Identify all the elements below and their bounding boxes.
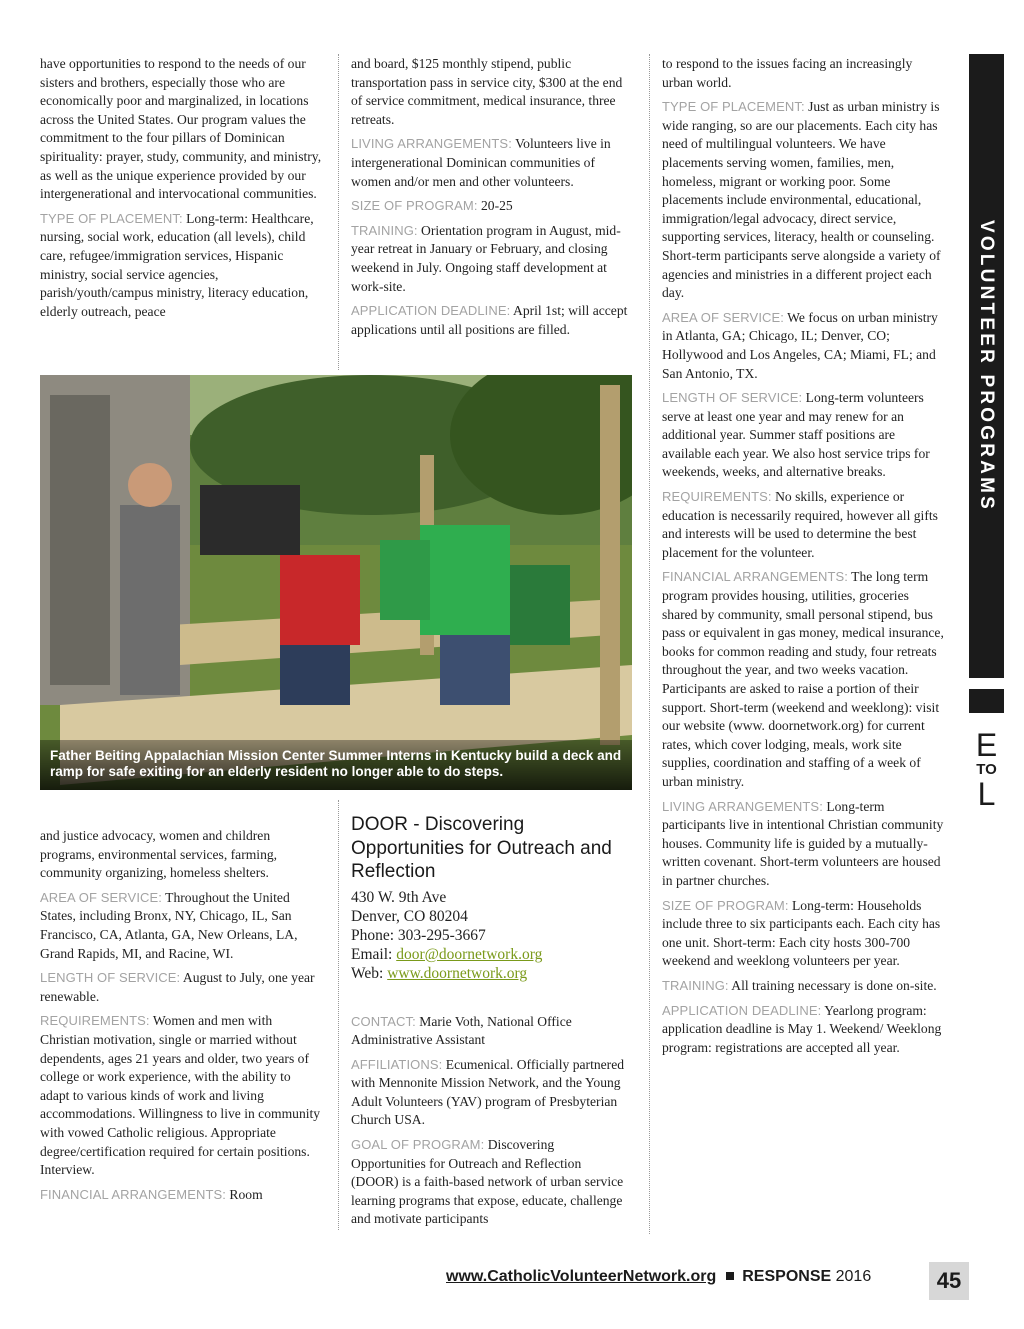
column-2-top <box>351 55 629 345</box>
section-text: Room <box>229 1186 263 1202</box>
section-text: All training necessary is done on-site. <box>731 977 937 993</box>
section-text: Discovering Opportunities for Outreach and Reflection (DOOR) is a faith-based network of urban service learning programs that expose, educate, challenge and motivate participants <box>351 1137 624 1227</box>
financial-section <box>662 568 945 791</box>
body-text: and justice advocacy, women and children programs, environmental services, farming, community organizing, homeless shelters. <box>40 828 278 881</box>
web-link[interactable]: www.doornetwork.org <box>387 964 528 982</box>
section-text: Long-term volunteers serve at least one year and may renew for an additional year. Summer staff positions are available each year. We also host service trips for weekends, weeks, and alternative breaks. <box>662 390 930 480</box>
section-text: The long term program provides housing, utilities, groceries shared by community, small personal stipend, bus pass or equivalent in gas money, medical insurance, books for common reading and study, four retreats throughout the year, and two weeks vacation. Participants are asked to raise a portion of their support. Short-term (weekend and weeklong): visit our website (www. doornetwork.org) for current rates, which cover lodging, meals, work site supplies, coordination and staffing of a week of urban ministry. <box>662 569 944 789</box>
section-label: AREA OF SERVICE: <box>662 309 785 325</box>
photo-caption: Father Beiting Appalachian Mission Center Summer Interns in Kentucky build a deck and ramp for safe exiting for an elderly resident no longer able to do steps. <box>40 740 632 790</box>
section-label: FINANCIAL ARRANGEMENTS: <box>40 1186 227 1202</box>
section-text: Volunteers live in intergenerational Dominican communities of women and/or men and other volunteers. <box>351 136 611 189</box>
body-text: have opportunities to respond to the needs of our sisters and brothers, especially those who are economically poor and marginalized, in locations across the United States. Our program values the commitment to the four pillars of Dominican spirituality: prayer, study, community, and ministry, as well as the unique experience provided by our intergenerational and intervocational communities. <box>40 56 322 202</box>
size-section <box>662 897 945 971</box>
photo-icon <box>40 375 632 790</box>
size-section <box>351 197 629 216</box>
section-label: LENGTH OF SERVICE: <box>40 970 181 986</box>
section-label: SIZE OF PROGRAM: <box>351 198 478 214</box>
section-label: REQUIREMENTS: <box>40 1013 150 1029</box>
section-label: GOAL OF PROGRAM: <box>351 1137 485 1153</box>
section-label: LIVING ARRANGEMENTS: <box>351 136 512 152</box>
section-text: Long-term participants live in intentional Christian community houses. Community life is guided by a mutually-written covenant. Short-term volunteers are housed in partner churches. <box>662 798 944 888</box>
section-text: Long-term: Healthcare, nursing, social work, education (all levels), child care, refugee/immigration services, Hispanic ministry, social service agencies, parish/youth/campus ministry, literacy education, elderly outreach, peace <box>40 210 314 319</box>
section-text: Women and men with Christian motivation, single or married without dependents, ages 21 years and older, two years of college or work experience, with the ability to adapt to various kinds of work and living accommodations. Willingness to live in community with vowed Catholic religious. Appropriate degree/certification required for certain positions. Interview. <box>40 1013 321 1178</box>
affiliations-section <box>351 1056 631 1130</box>
section-text: Orientation program in August, mid-year retreat in January or February, and closing weekend in July. Ongoing staff development at work-site. <box>351 222 621 294</box>
section-label: APPLICATION DEADLINE: <box>662 1002 822 1018</box>
section-label: CONTACT: <box>351 1013 416 1029</box>
page-number: 45 <box>929 1262 969 1300</box>
area-section <box>662 309 945 383</box>
contact-section <box>351 1013 631 1050</box>
requirements-section <box>40 1012 323 1179</box>
volunteers-photo <box>40 375 632 790</box>
living-section <box>662 798 945 891</box>
placement-section <box>40 210 323 322</box>
body-text: to respond to the issues facing an increasingly urban world. <box>662 56 913 90</box>
section-label: TYPE OF PLACEMENT: <box>662 99 805 115</box>
column-1-bottom <box>40 827 323 1210</box>
length-section <box>662 389 945 482</box>
section-tab-divider <box>969 689 1004 713</box>
body-text: and board, $125 monthly stipend, public transportation pass in service city, $300 at the end of service commitment, medical insurance, three retreats. <box>351 56 623 127</box>
footer-website-link[interactable]: www.CatholicVolunteerNetwork.org <box>446 1268 717 1285</box>
section-text: August to July, one year renewable. <box>40 970 315 1004</box>
section-label: FINANCIAL ARRANGEMENTS: <box>662 569 849 585</box>
requirements-section <box>662 488 945 562</box>
section-label: TRAINING: <box>351 222 418 238</box>
section-label: LENGTH OF SERVICE: <box>662 390 803 406</box>
email-link[interactable]: door@doornetwork.org <box>396 945 543 963</box>
footer-publication: RESPONSE <box>742 1268 832 1285</box>
column-3 <box>662 55 945 1063</box>
section-text: Just as urban ministry is wide ranging, so are our placements. Each city has need of multilingual volunteers. We have placements serving women, families, men, homeless, migrant or working poor. Some placements include environmental, educational, immigration/legal advocacy, direct service, supporting services, literacy, health or counseling. Short-term participants serve alongside a variety of agencies and ministries in a different project each day. <box>662 99 941 301</box>
training-section <box>662 977 945 996</box>
section-text: Ecumenical. Officially partnered with Mennonite Mission Network, and the Young Adult Volunteers (YAV) program of Presbyterian Church USA. <box>351 1056 625 1128</box>
address-line: Denver, CO 80204 <box>351 907 468 925</box>
placement-section <box>662 98 945 303</box>
section-text: Marie Voth, National Office Administrative Assistant <box>351 1013 572 1048</box>
section-label: APPLICATION DEADLINE: <box>351 303 511 319</box>
section-text: Throughout the United States, including Bronx, NY, Chicago, IL, San Francisco, CA, Atlanta, GA, New Orleans, LA, Grand Rapids, MI, and Racine, WI. <box>40 889 298 961</box>
phone: Phone: 303-295-3667 <box>351 926 486 944</box>
section-tab-label: VOLUNTEER PROGRAMS <box>976 220 997 512</box>
footer <box>446 1268 871 1286</box>
section-text: No skills, experience or education is necessarily required, however all gifts and interests will be used to determine the best placement for the volunteer. <box>662 489 938 560</box>
living-section <box>351 135 629 191</box>
section-text: Yearlong program: application deadline is May 1. Weekend/ Weeklong program: registrations are accepted all year. <box>662 1002 942 1055</box>
web-label: Web: <box>351 964 388 982</box>
alphabet-range <box>969 728 1004 811</box>
column-divider <box>338 54 339 370</box>
email-label: Email: <box>351 945 397 963</box>
section-text: We focus on urban ministry in Atlanta, GA; Chicago, IL; Denver, CO; Hollywood and Los Angeles, CA; Miami, FL; and San Antonio, TX. <box>662 309 938 381</box>
web-line <box>351 964 631 983</box>
deadline-section <box>351 302 629 339</box>
section-text: Long-term: Households include three to six participants each. Each city has one unit. Short-term: Each city hosts 300-700 weekend and weeklong volunteers per year. <box>662 897 941 969</box>
org-title: DOOR - Discovering Opportunities for Outreach and Reflection <box>351 814 612 882</box>
section-label: TYPE OF PLACEMENT: <box>40 210 183 226</box>
goal-section <box>351 1136 631 1229</box>
footer-year: 2016 <box>835 1268 872 1285</box>
door-entry <box>351 813 631 1235</box>
area-section <box>40 889 323 963</box>
range-to: TO <box>976 761 997 778</box>
training-section <box>351 222 629 296</box>
financial-section <box>40 1186 323 1205</box>
section-label: AFFILIATIONS: <box>351 1056 443 1072</box>
section-label: AREA OF SERVICE: <box>40 889 163 905</box>
section-label: TRAINING: <box>662 977 729 993</box>
deadline-section <box>662 1002 945 1058</box>
range-end: L <box>977 776 996 812</box>
section-label: LIVING ARRANGEMENTS: <box>662 798 823 814</box>
length-section <box>40 969 323 1006</box>
section-label: REQUIREMENTS: <box>662 489 772 505</box>
column-divider <box>649 54 650 1234</box>
section-text: April 1st; will accept applications until all positions are filled. <box>351 303 628 337</box>
section-label: SIZE OF PROGRAM: <box>662 897 789 913</box>
address-line: 430 W. 9th Ave <box>351 888 447 906</box>
section-text: 20-25 <box>480 198 513 214</box>
column-divider <box>338 800 339 1230</box>
square-bullet-icon <box>726 1272 734 1280</box>
range-start: E <box>975 727 998 763</box>
email-line <box>351 945 631 964</box>
column-1-top <box>40 55 323 327</box>
